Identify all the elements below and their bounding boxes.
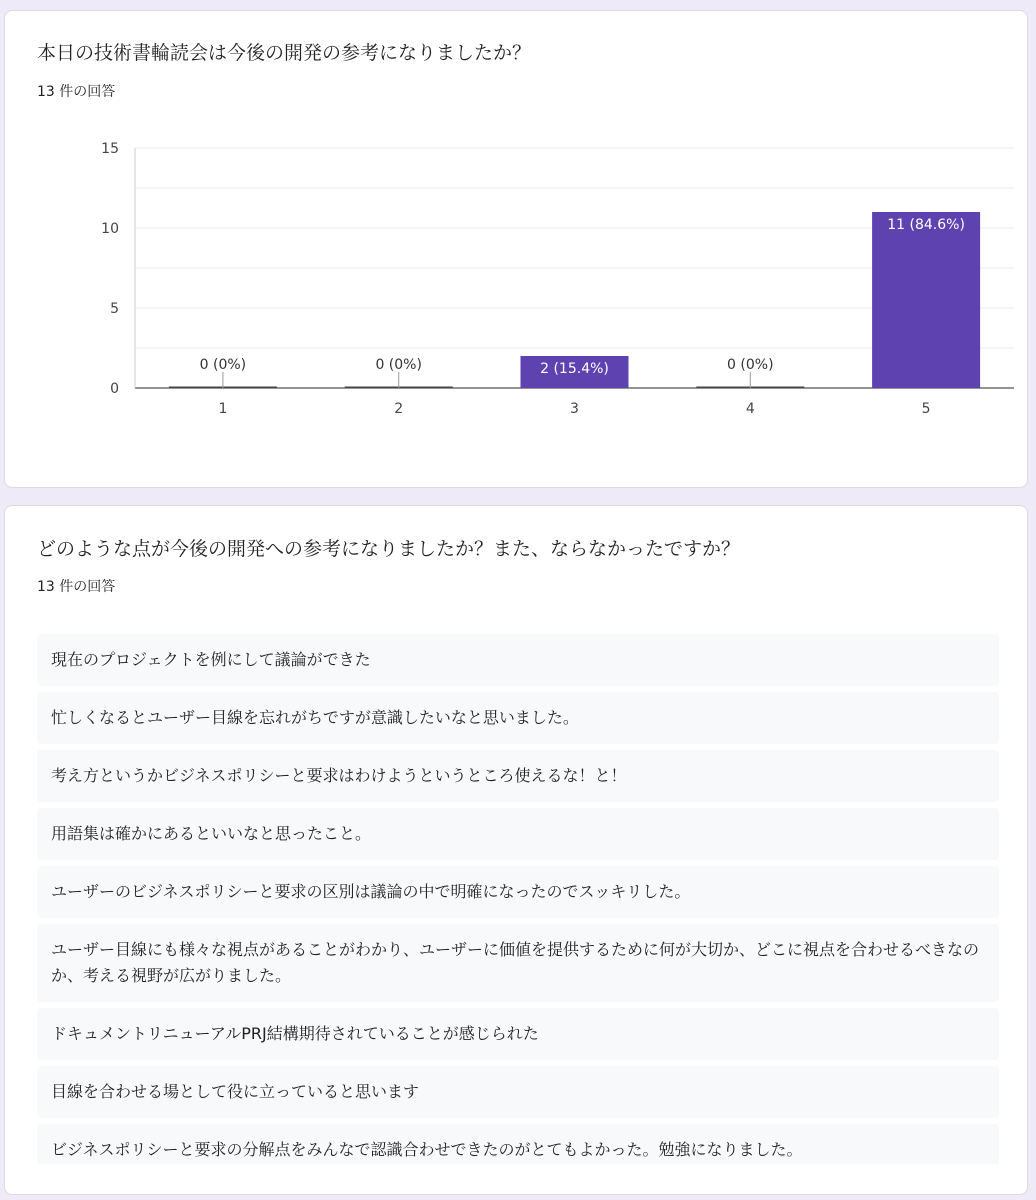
y-tick-label: 0	[110, 381, 119, 397]
x-tick-label: 3	[570, 401, 579, 417]
bar-data-label: 2 (15.4%)	[540, 361, 609, 377]
bar-data-label: 0 (0%)	[375, 357, 422, 373]
question-title: 本日の技術書輪読会は今後の開発の参考になりましたか？	[37, 42, 532, 64]
response-item: ユーザーのビジネスポリシーと要求の区別は議論の中で明確になったのでスッキリした。	[37, 866, 999, 918]
y-tick-label: 10	[101, 221, 119, 237]
x-tick-label: 2	[394, 401, 404, 417]
response-item: 考え方というかビジネスポリシーと要求はわけようというところ使えるな！と！	[37, 750, 999, 802]
y-tick-label: 15	[101, 141, 119, 157]
bar-data-label: 0 (0%)	[727, 357, 774, 373]
x-tick-label: 5	[921, 401, 931, 417]
response-item: 忙しくなるとユーザー目線を忘れがちですが意識したいなと思いました。	[37, 692, 999, 744]
bar-data-label: 0 (0%)	[199, 357, 247, 373]
response-count: 13 件の回答	[37, 579, 116, 595]
response-item: ビジネスポリシーと要求の分解点をみんなで認識合わせできたのがとてもよかった。勉強になりました。	[37, 1124, 999, 1164]
y-tick-label: 5	[110, 301, 119, 317]
response-item: ユーザー目線にも様々な視点があることがわかり、ユーザーに価値を提供するために何が大切か、どこに視点を合わせるべきなのか、考える視野が広がりました。	[37, 924, 999, 1002]
response-item: ドキュメントリニューアルPRJ結構期待されていることが感じられた	[37, 1008, 999, 1060]
response-count: 13 件の回答	[37, 84, 116, 100]
x-tick-label: 4	[745, 401, 755, 417]
x-tick-label: 1	[218, 401, 228, 417]
bar	[872, 212, 980, 388]
question-card-rating	[4, 10, 1028, 488]
response-list[interactable]	[37, 634, 999, 1164]
response-item: 目線を合わせる場として役に立っていると思います	[37, 1066, 999, 1118]
response-item: 現在のプロジェクトを例にして議論ができた	[37, 634, 999, 686]
bar-data-label: 11 (84.6%)	[887, 217, 965, 233]
question-card-text	[4, 505, 1028, 1195]
question-title: どのような点が今後の開発への参考になりましたか？また、ならなかったですか？	[37, 538, 741, 560]
bar-chart	[5, 11, 1028, 488]
response-item: 用語集は確かにあるといいなと思ったこと。	[37, 808, 999, 860]
